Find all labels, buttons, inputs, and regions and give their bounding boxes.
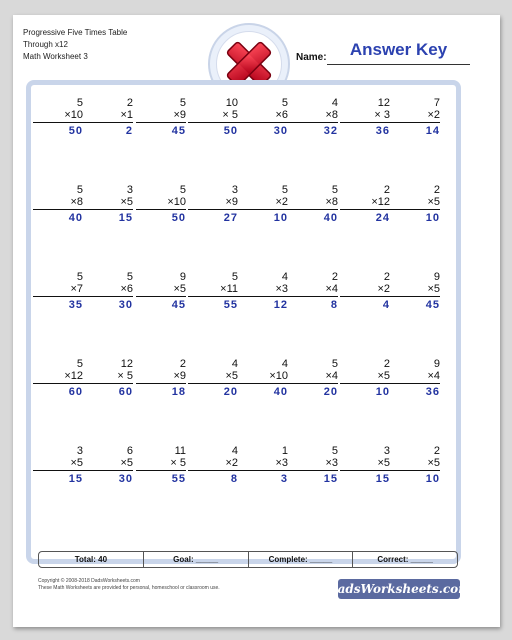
answer[interactable]: 32 — [323, 125, 338, 137]
multiplication-problem — [340, 358, 390, 398]
multiplicand: 2 — [126, 97, 133, 109]
multiplier: ×5 — [83, 196, 133, 210]
answer[interactable]: 10 — [425, 473, 440, 485]
multiplication-problem — [83, 271, 133, 311]
multiplication-problem — [188, 358, 238, 398]
multiplication-problem — [188, 97, 238, 137]
multiplier: × 5 — [188, 109, 238, 123]
multiplier: ×10 — [136, 196, 186, 210]
copyright-notice — [38, 578, 220, 592]
answer[interactable]: 24 — [375, 212, 390, 224]
answer[interactable]: 40 — [323, 212, 338, 224]
multiplier: × 3 — [340, 109, 390, 123]
multiplication-problem — [238, 445, 288, 485]
multiplier: ×3 — [238, 457, 288, 471]
multiplicand: 2 — [179, 358, 186, 370]
multiplier: × 5 — [83, 370, 133, 384]
answer[interactable]: 10 — [273, 212, 288, 224]
multiplier: ×5 — [83, 457, 133, 471]
multiplicand: 5 — [179, 97, 186, 109]
multiplication-problem — [136, 358, 186, 398]
answer[interactable]: 3 — [280, 473, 288, 485]
multiplier: ×5 — [136, 283, 186, 297]
multiplicand: 2 — [331, 271, 338, 283]
answer[interactable]: 45 — [171, 125, 186, 137]
multiplicand: 5 — [179, 184, 186, 196]
multiplicand: 5 — [126, 271, 133, 283]
multiplier: ×2 — [188, 457, 238, 471]
multiplicand: 3 — [383, 445, 390, 457]
multiplicand: 9 — [179, 271, 186, 283]
multiplier: ×5 — [340, 370, 390, 384]
multiplicand: 5 — [281, 184, 288, 196]
answer[interactable]: 36 — [375, 125, 390, 137]
multiplication-problem — [238, 97, 288, 137]
answer[interactable]: 55 — [171, 473, 186, 485]
answer[interactable]: 20 — [223, 386, 238, 398]
multiplication-problem — [188, 271, 238, 311]
multiplication-problem — [288, 184, 338, 224]
multiplication-problem — [136, 184, 186, 224]
answer[interactable]: 30 — [273, 125, 288, 137]
answer[interactable]: 8 — [330, 299, 338, 311]
multiplication-problem — [188, 445, 238, 485]
multiplication-problem — [288, 271, 338, 311]
answer[interactable]: 36 — [425, 386, 440, 398]
multiplier: ×4 — [288, 283, 338, 297]
complete-cell[interactable]: Complete: _____ — [249, 552, 354, 567]
multiplier: ×10 — [33, 109, 83, 123]
multiplicand: 2 — [433, 184, 440, 196]
multiplier: × 5 — [136, 457, 186, 471]
copyright-line-1: Copyright © 2008-2018 DadsWorksheets.com — [38, 578, 140, 584]
answer[interactable]: 35 — [68, 299, 83, 311]
answer[interactable]: 12 — [273, 299, 288, 311]
multiplicand: 5 — [331, 184, 338, 196]
answer[interactable]: 40 — [68, 212, 83, 224]
multiplicand: 3 — [231, 184, 238, 196]
multiplication-problem — [83, 97, 133, 137]
multiplier: ×5 — [390, 283, 440, 297]
multiplicand: 3 — [126, 184, 133, 196]
multiplier: ×2 — [390, 109, 440, 123]
multiplication-problem — [238, 358, 288, 398]
answer[interactable]: 15 — [118, 212, 133, 224]
answer[interactable]: 15 — [375, 473, 390, 485]
multiplication-problem — [340, 445, 390, 485]
multiplier: ×2 — [238, 196, 288, 210]
multiplicand: 4 — [281, 271, 288, 283]
multiplication-problem — [390, 445, 440, 485]
multiplicand: 4 — [281, 358, 288, 370]
multiplier: ×9 — [136, 109, 186, 123]
multiplier: ×12 — [340, 196, 390, 210]
worksheet-title — [23, 27, 127, 63]
multiplier: ×8 — [33, 196, 83, 210]
multiplicand: 5 — [331, 445, 338, 457]
answer[interactable]: 20 — [323, 386, 338, 398]
multiplication-problem — [33, 184, 83, 224]
answer-key-text: Answer Key — [349, 40, 448, 59]
multiplier: ×9 — [136, 370, 186, 384]
answer[interactable]: 15 — [68, 473, 83, 485]
multiplier: ×5 — [390, 196, 440, 210]
multiplication-problem — [288, 445, 338, 485]
multiplier: ×1 — [83, 109, 133, 123]
multiplier: ×7 — [33, 283, 83, 297]
multiplier: ×8 — [288, 196, 338, 210]
answer[interactable]: 60 — [118, 386, 133, 398]
multiplicand: 12 — [120, 358, 133, 370]
multiplier: ×12 — [33, 370, 83, 384]
multiplication-problem — [390, 358, 440, 398]
multiplication-problem — [238, 184, 288, 224]
copyright-line-2: These Math Worksheets are provided for personal, homeschool or classroom use. — [38, 585, 220, 591]
title-line-2: Through x12 — [23, 40, 68, 49]
multiplicand: 5 — [76, 184, 83, 196]
multiplier: ×5 — [188, 370, 238, 384]
multiplier: ×3 — [238, 283, 288, 297]
name-field-line[interactable] — [327, 64, 470, 65]
correct-cell[interactable]: Correct: _____ — [377, 555, 433, 564]
multiplicand: 7 — [433, 97, 440, 109]
multiplication-problem — [238, 271, 288, 311]
answer[interactable]: 8 — [230, 473, 238, 485]
multiplication-problem — [390, 271, 440, 311]
answer[interactable]: 4 — [382, 299, 390, 311]
multiplicand: 5 — [231, 271, 238, 283]
multiplicand: 10 — [225, 97, 238, 109]
multiplier: ×6 — [83, 283, 133, 297]
problem-row — [33, 184, 453, 234]
problem-row — [33, 358, 453, 408]
answer[interactable]: 50 — [171, 212, 186, 224]
multiplicand: 2 — [383, 184, 390, 196]
multiplication-problem — [33, 445, 83, 485]
multiplication-problem — [390, 97, 440, 137]
answer[interactable]: 27 — [223, 212, 238, 224]
multiplicand: 11 — [174, 445, 186, 457]
answer[interactable]: 2 — [125, 125, 133, 137]
multiplicand: 4 — [331, 97, 338, 109]
multiplicand: 5 — [76, 271, 83, 283]
multiplicand: 5 — [281, 97, 288, 109]
answer[interactable]: 40 — [273, 386, 288, 398]
multiplicand: 9 — [433, 271, 440, 283]
multiplication-problem — [136, 445, 186, 485]
dadsworksheets-logo: DadsWorksheets.com — [338, 579, 460, 599]
answer[interactable]: 18 — [171, 386, 186, 398]
answer[interactable]: 30 — [118, 473, 133, 485]
multiplicand: 2 — [383, 358, 390, 370]
multiplier: ×11 — [188, 283, 238, 297]
multiplier: ×3 — [288, 457, 338, 471]
multiplicand: 12 — [377, 97, 390, 109]
multiplicand: 5 — [76, 97, 83, 109]
multiplier: ×10 — [238, 370, 288, 384]
answer[interactable]: 45 — [425, 299, 440, 311]
multiplier: ×6 — [238, 109, 288, 123]
multiplicand: 5 — [76, 358, 83, 370]
answer[interactable]: 30 — [118, 299, 133, 311]
multiplicand: 4 — [231, 445, 238, 457]
name-label: Name: — [296, 52, 327, 63]
total-cell: Total: 40 — [39, 552, 144, 567]
multiplier: ×9 — [188, 196, 238, 210]
multiplication-problem — [136, 97, 186, 137]
goal-cell[interactable]: Goal: _____ — [144, 552, 249, 567]
multiplication-problem — [288, 97, 338, 137]
problem-row — [33, 445, 453, 495]
multiplication-problem — [288, 358, 338, 398]
multiplication-problem — [340, 271, 390, 311]
problem-row — [33, 97, 453, 147]
multiplication-problem — [83, 358, 133, 398]
multiplicand: 2 — [383, 271, 390, 283]
title-line-3: Math Worksheet 3 — [23, 52, 88, 61]
answer[interactable]: 55 — [223, 299, 238, 311]
answer[interactable]: 10 — [375, 386, 390, 398]
multiplier: ×4 — [390, 370, 440, 384]
multiplication-problem — [136, 271, 186, 311]
multiplicand: 3 — [76, 445, 83, 457]
multiplication-problem — [83, 184, 133, 224]
multiplier: ×5 — [390, 457, 440, 471]
answer[interactable]: 45 — [171, 299, 186, 311]
answer[interactable]: 60 — [68, 386, 83, 398]
multiplier: ×5 — [340, 457, 390, 471]
multiplier: ×5 — [33, 457, 83, 471]
multiplication-problem — [33, 97, 83, 137]
multiplicand: 4 — [231, 358, 238, 370]
multiplier: ×2 — [340, 283, 390, 297]
answer[interactable]: 50 — [68, 125, 83, 137]
answer[interactable]: 10 — [425, 212, 440, 224]
multiplication-problem — [340, 184, 390, 224]
multiplier: ×4 — [288, 370, 338, 384]
problem-row — [33, 271, 453, 321]
answer[interactable]: 15 — [323, 473, 338, 485]
title-line-1: Progressive Five Times Table — [23, 28, 128, 37]
multiplicand: 2 — [433, 445, 440, 457]
multiplication-problem — [390, 184, 440, 224]
multiplication-problem — [33, 271, 83, 311]
multiplication-problem — [188, 184, 238, 224]
multiplicand: 5 — [331, 358, 338, 370]
multiplication-problem — [340, 97, 390, 137]
score-footer — [38, 551, 458, 568]
multiplication-problem — [33, 358, 83, 398]
multiplicand: 1 — [281, 445, 288, 457]
multiplication-problem — [83, 445, 133, 485]
answer[interactable]: 50 — [223, 125, 238, 137]
multiplicand: 6 — [126, 445, 133, 457]
multiplicand: 9 — [433, 358, 440, 370]
answer[interactable]: 14 — [425, 125, 440, 137]
multiplier: ×8 — [288, 109, 338, 123]
